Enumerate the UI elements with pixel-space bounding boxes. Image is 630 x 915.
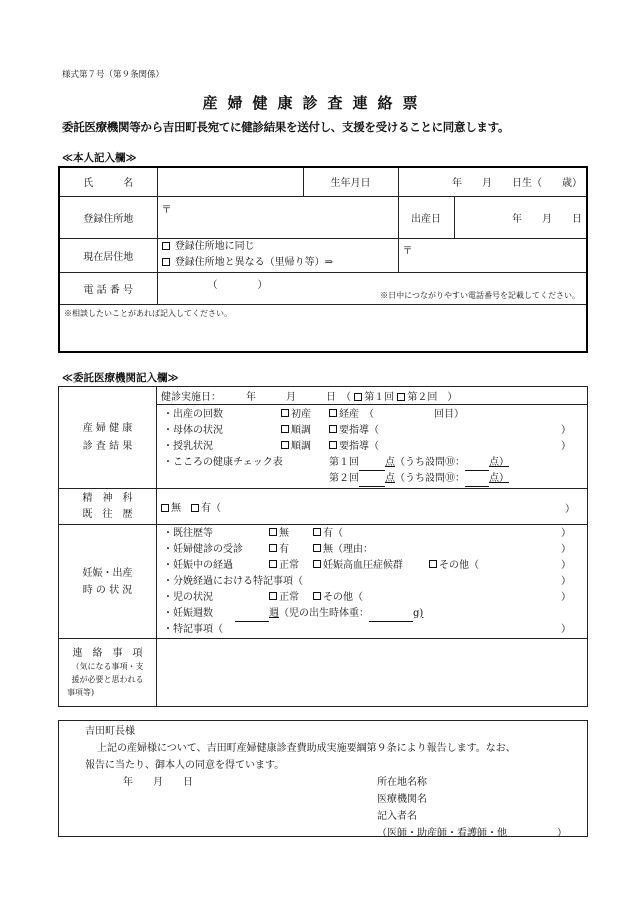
pregnancy-details	[157, 525, 588, 639]
writer-label: 記入者名	[377, 811, 417, 822]
close-paren: ）	[561, 440, 571, 452]
gestation-row	[163, 606, 583, 622]
label-line: 診 査 結 果	[82, 440, 133, 452]
special-notes-row	[163, 622, 583, 638]
label-line: 産 婦 健 康	[82, 422, 133, 434]
unit-label: g)	[413, 607, 424, 619]
checkbox[interactable]	[162, 258, 170, 266]
checkbox[interactable]	[313, 528, 321, 536]
round-label: 第１回	[329, 456, 359, 468]
close-paren: ）	[561, 424, 571, 436]
current-option-same[interactable]	[162, 239, 394, 255]
label-note: （気になる事項・支	[71, 661, 144, 671]
addr-label: 所在地名称	[377, 777, 427, 788]
course-row	[163, 558, 583, 574]
weight-blank[interactable]	[369, 610, 413, 622]
close-paren: ）	[561, 575, 571, 587]
option-label: 有（	[323, 527, 343, 539]
option-label: 登録住所地と異なる（里帰り等）⇒	[174, 257, 334, 268]
birth-label: 生年月日	[303, 167, 398, 196]
option-label: 経産 （ 回目）	[339, 408, 464, 420]
exam-first-label: 第１回	[364, 392, 395, 403]
name-field[interactable]	[157, 167, 303, 196]
pregnancy-label	[59, 525, 157, 639]
option-label: 有（	[201, 503, 221, 514]
phone-label: 電 話 番 号	[59, 272, 157, 304]
phone-paren: （ ）	[207, 279, 268, 291]
checkbox[interactable]	[313, 544, 321, 552]
checkbox[interactable]	[397, 393, 405, 401]
close-paren: ）	[561, 559, 571, 571]
exam-second-label: 第２回 ）	[407, 392, 458, 403]
row-label: ・分娩経過における特記事項（	[163, 575, 303, 587]
option-label: 無	[171, 503, 181, 514]
birth-count-row	[163, 407, 583, 423]
option-label: 要指導（	[339, 440, 379, 452]
phone-note: ※日中につながりやすい電話番号を記載してください。	[380, 290, 580, 300]
delivery-notes-row	[163, 574, 583, 590]
checkup-row	[163, 542, 583, 558]
psych-history-label	[59, 489, 157, 525]
mental-check-row-1	[163, 455, 583, 471]
unit-label: 点）	[489, 456, 509, 468]
row-label: ・特記事項（	[163, 623, 223, 635]
consult-field[interactable]	[59, 304, 587, 352]
child-status-row	[163, 590, 583, 606]
current-option-different[interactable]	[162, 255, 394, 271]
option-label: 正常	[279, 559, 299, 571]
option-label: 無	[279, 527, 289, 539]
label-line: 精 神 科	[82, 492, 133, 504]
role-label: （医師・助産師・看護師・他 ）	[377, 828, 567, 839]
score-blank[interactable]	[359, 475, 385, 487]
checkbox[interactable]	[329, 409, 337, 417]
name-label: 氏 名	[59, 167, 157, 196]
checkbox[interactable]	[354, 393, 362, 401]
option-label: 初産	[291, 408, 311, 420]
checkbox[interactable]	[269, 560, 277, 568]
current-address-field[interactable]	[398, 238, 587, 272]
checkbox[interactable]	[329, 441, 337, 449]
row-label: ・授乳状況	[163, 440, 213, 452]
option-label: 正常	[279, 591, 299, 603]
option-label: その他（	[439, 559, 479, 571]
delivery-value: 年 月 日	[512, 213, 582, 225]
exam-result-details	[157, 405, 588, 489]
current-address-label: 現在居住地	[59, 238, 157, 272]
score-blank[interactable]	[465, 475, 489, 487]
checkbox[interactable]	[313, 592, 321, 600]
checkbox[interactable]	[281, 441, 289, 449]
checkbox[interactable]	[269, 528, 277, 536]
unit-label: 点	[385, 456, 395, 468]
birth-field[interactable]	[398, 167, 587, 196]
score-blank[interactable]	[359, 459, 385, 471]
contact-label	[59, 639, 157, 707]
exam-date-label: 健診実施日： 年 月 日 （	[161, 392, 351, 403]
checkbox[interactable]	[191, 504, 199, 512]
label-line: 連 絡 事 項	[72, 647, 143, 659]
report-body-1: 上記の産婦様について、吉田町産婦健康診査費助成実施要綱第９条により報告します。なお、	[97, 743, 516, 754]
option-label: 順調	[291, 424, 311, 436]
checkbox[interactable]	[269, 544, 277, 552]
row-label: ・妊婦健診の受診	[163, 543, 243, 555]
current-postal-mark: 〒	[402, 245, 413, 257]
address-field[interactable]	[157, 196, 398, 238]
option-label: 無（理由：	[323, 543, 373, 555]
form-title: 産婦健康診査連絡票	[202, 94, 428, 112]
checkbox[interactable]	[161, 504, 169, 512]
maternal-condition-row	[163, 423, 583, 439]
row-label: ・妊娠週数	[163, 607, 213, 619]
option-label: 有	[279, 543, 289, 555]
checkbox[interactable]	[281, 409, 289, 417]
current-address-options	[157, 238, 398, 272]
exam-date-row[interactable]	[157, 387, 588, 405]
option-label: 要指導（	[339, 424, 379, 436]
row-label: ・こころの健康チェック表	[163, 456, 283, 468]
weight-label: （児の出生時体重：	[279, 607, 369, 619]
phone-field[interactable]	[157, 272, 587, 304]
unit-label: 週	[269, 607, 279, 619]
exam-result-label	[59, 387, 157, 489]
label-note: 事項等)	[67, 687, 95, 697]
birth-value: 年 月 日生（ 歳）	[452, 178, 582, 190]
report-content	[59, 721, 588, 837]
checkbox[interactable]	[269, 592, 277, 600]
checkbox[interactable]	[162, 242, 170, 250]
sub-question-label: （うち設問⑩：	[395, 456, 465, 468]
option-label: 登録住所地に同じ	[174, 241, 255, 252]
report-signature-block	[377, 774, 567, 842]
delivery-label: 出産日	[398, 196, 454, 238]
mental-check-row-2	[163, 471, 583, 487]
self-section-heading: ≪本人記入欄≫	[62, 152, 137, 164]
postal-mark: 〒	[161, 204, 172, 216]
form-number: 様式第７号（第９条関係）	[62, 70, 165, 80]
label-line: 既 往 歴	[82, 508, 133, 520]
close-paren: ）	[561, 543, 571, 555]
round-label: 第２回	[329, 472, 359, 484]
row-label: ・既往歴等	[163, 527, 213, 539]
psych-history-row	[157, 489, 588, 525]
unit-label: 点	[385, 472, 395, 484]
checkbox[interactable]	[281, 425, 289, 433]
consult-note: ※相談したいことがあれば記入してください。	[64, 308, 232, 318]
label-line: 妊娠・出産	[82, 567, 133, 579]
unit-label: 点）	[489, 472, 509, 484]
close-paren: ）	[565, 504, 575, 515]
report-to: 吉田町長様	[85, 726, 135, 737]
option-label: その他（	[323, 591, 363, 603]
row-label: ・妊娠中の経過	[163, 559, 233, 571]
checkbox[interactable]	[313, 560, 321, 568]
row-label: ・児の状況	[163, 591, 213, 603]
contact-field[interactable]	[157, 639, 588, 707]
close-paren: ）	[561, 591, 571, 603]
clinic-section-heading: ≪委託医療機関記入欄≫	[62, 372, 179, 384]
consent-statement: 委託医療機関等から吉田町長宛てに健診結果を送付し、支援を受けることに同意します。	[62, 120, 510, 134]
report-date: 年 月 日	[123, 777, 193, 788]
label-line: 時 の 状 況	[82, 584, 133, 596]
address-label: 登録住所地	[59, 196, 157, 238]
lactation-row	[163, 439, 583, 455]
report-body-2: 報告に当たり、御本人の同意を得ています。	[85, 760, 285, 771]
close-paren: ）	[561, 623, 571, 635]
row-label: ・母体の状況	[163, 424, 223, 436]
history-row	[163, 526, 583, 542]
option-label: 順調	[291, 440, 311, 452]
self-entry-table	[58, 166, 588, 353]
weeks-blank[interactable]	[235, 610, 269, 622]
row-label: ・出産の回数	[163, 408, 223, 420]
report-box	[58, 720, 588, 837]
sub-question-label: （うち設問⑩：	[395, 472, 465, 484]
checkbox[interactable]	[429, 560, 437, 568]
checkbox[interactable]	[329, 425, 337, 433]
inst-label: 医療機関名	[377, 794, 427, 805]
close-paren: ）	[561, 527, 571, 539]
label-note: 援が必要と思われる	[71, 674, 144, 684]
score-blank[interactable]	[465, 459, 489, 471]
clinic-entry-table	[58, 386, 588, 707]
option-label: 妊娠高血圧症候群	[323, 559, 403, 571]
delivery-field[interactable]	[454, 196, 587, 238]
